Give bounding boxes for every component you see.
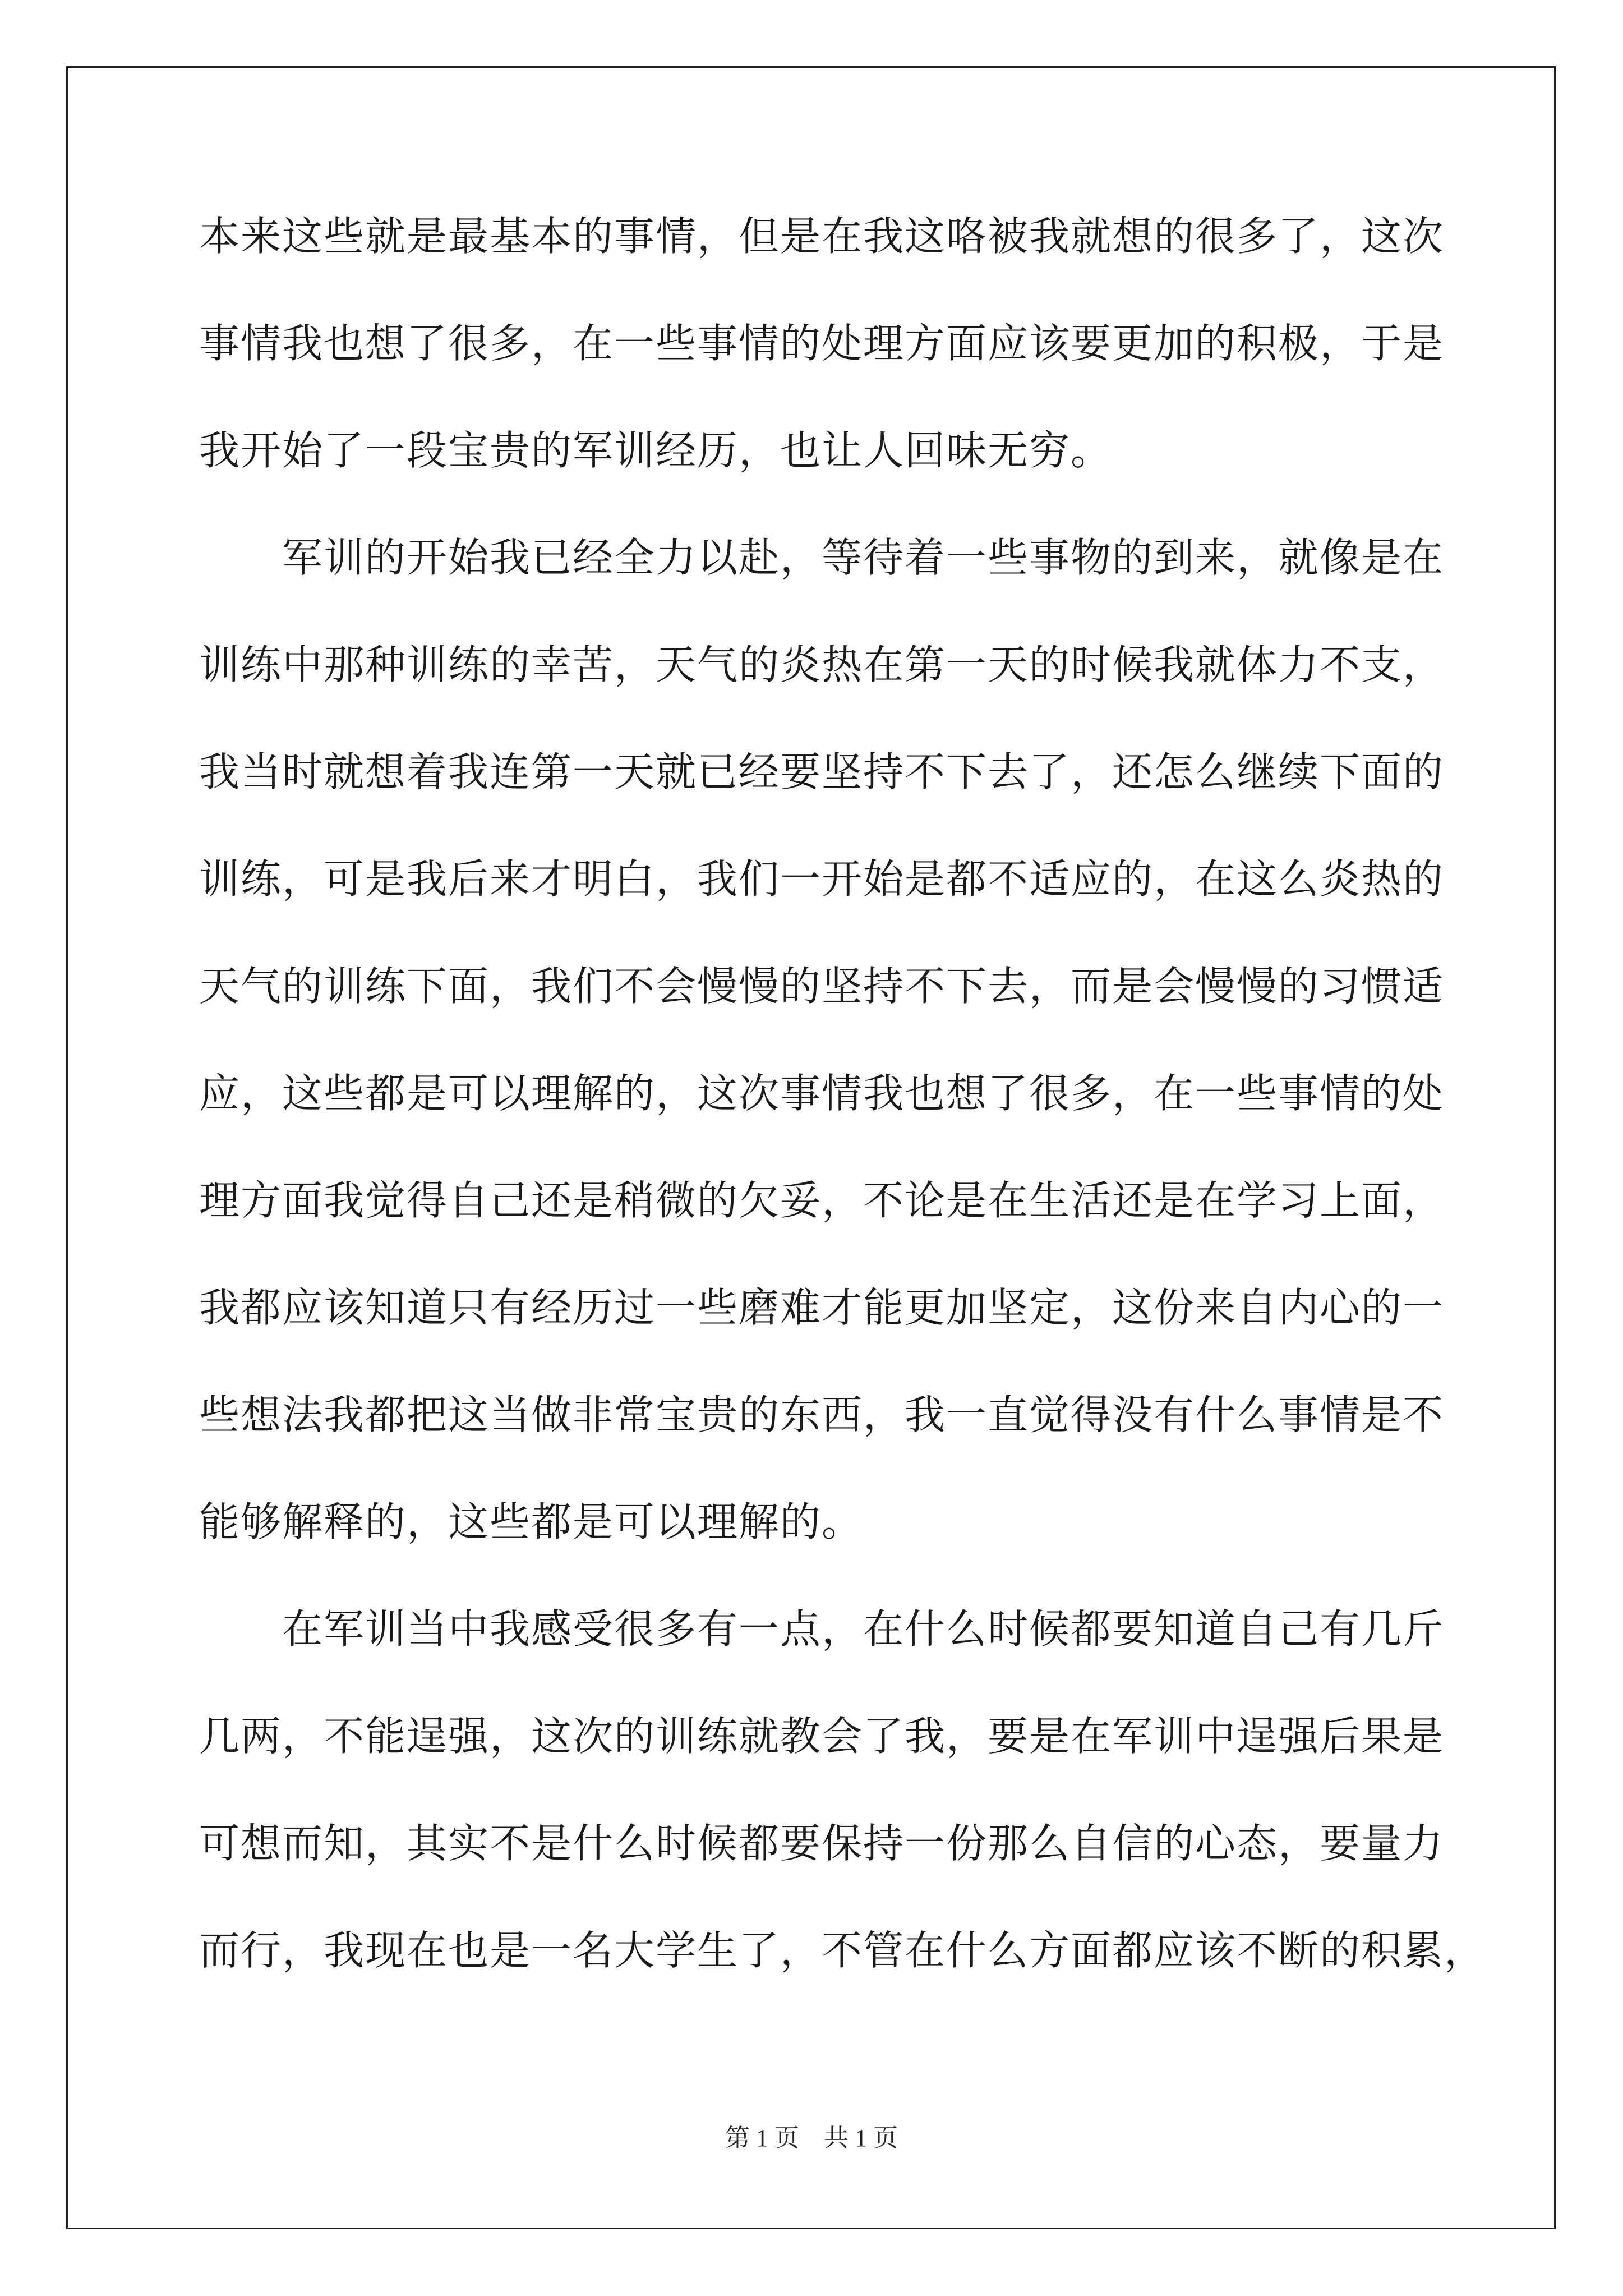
text-line: 在军训当中我感受很多有一点，在什么时候都要知道自己有几斤 <box>199 1605 1445 1653</box>
text-line: 些想法我都把这当做非常宝贵的东西，我一直觉得没有什么事情是不 <box>199 1391 1445 1438</box>
text-line: 而行，我现在也是一名大学生了，不管在什么方面都应该不断的积累， <box>199 1927 1486 1974</box>
text-line: 训练中那种训练的幸苦，天气的炎热在第一天的时候我就体力不支， <box>199 641 1445 688</box>
text-line: 事情我也想了很多，在一些事情的处理方面应该要更加的积极，于是 <box>199 320 1445 367</box>
text-line: 天气的训练下面，我们不会慢慢的坚持不下去，而是会慢慢的习惯适 <box>199 963 1445 1010</box>
text-line: 应，这些都是可以理解的，这次事情我也想了很多，在一些事情的处 <box>199 1070 1445 1117</box>
text-line: 训练，可是我后来才明白，我们一开始是都不适应的，在这么炎热的 <box>199 855 1445 903</box>
text-line: 我当时就想着我连第一天就已经要坚持不下去了，还怎么继续下面的 <box>199 748 1445 795</box>
text-line: 本来这些就是最基本的事情，但是在我这咯被我就想的很多了，这次 <box>199 213 1445 260</box>
text-line: 我开始了一段宝贵的军训经历，也让人回味无穷。 <box>199 427 1113 474</box>
text-line: 几两，不能逞强，这次的训练就教会了我，要是在军训中逞强后果是 <box>199 1713 1445 1760</box>
text-line: 我都应该知道只有经历过一些磨难才能更加坚定，这份来自内心的一 <box>199 1284 1445 1331</box>
text-line: 可想而知，其实不是什么时候都要保持一份那么自信的心态，要量力 <box>199 1820 1445 1867</box>
text-line: 能够解释的，这些都是可以理解的。 <box>199 1498 864 1545</box>
text-line: 理方面我觉得自己还是稍微的欠妥，不论是在生活还是在学习上面， <box>199 1177 1445 1224</box>
text-line: 军训的开始我已经全力以赴，等待着一些事物的到来，就像是在 <box>199 534 1445 581</box>
document-body <box>199 213 1486 2037</box>
page-number-footer: 第 1 页 共 1 页 <box>725 2124 898 2152</box>
